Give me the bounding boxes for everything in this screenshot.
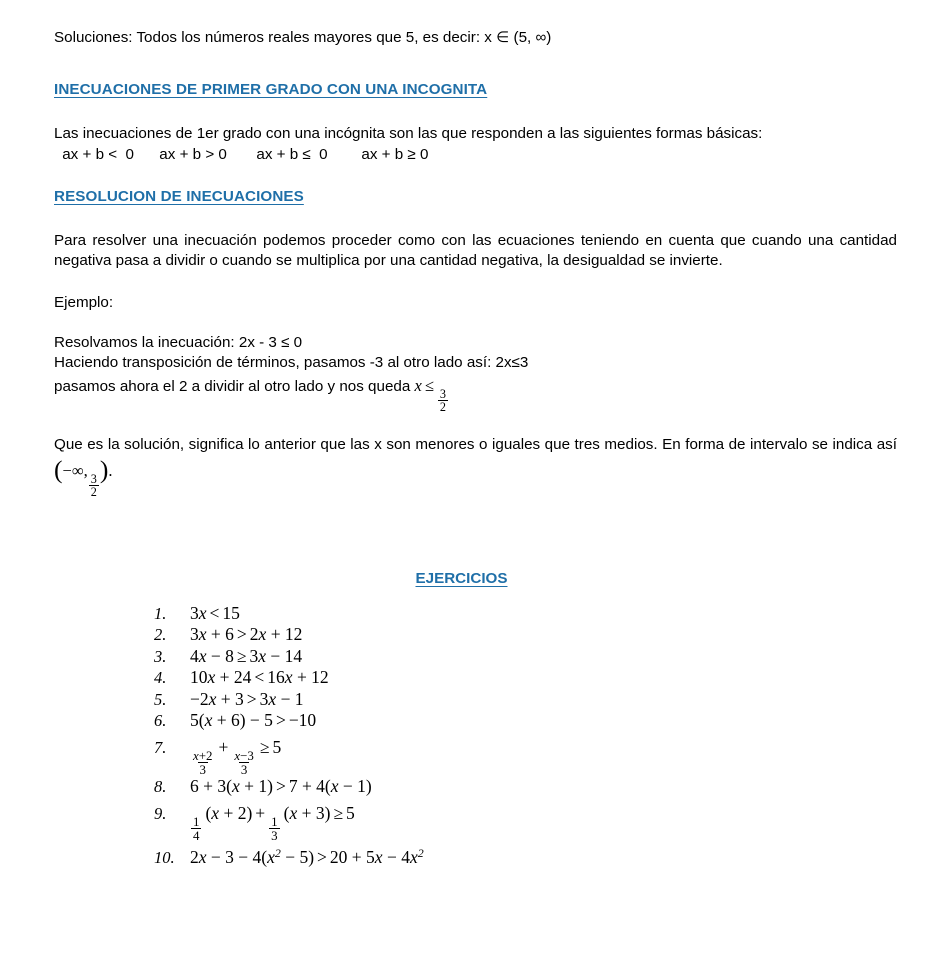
fraction-denominator: 2 bbox=[439, 400, 447, 415]
fraction-numerator: 3 bbox=[90, 471, 97, 486]
paragraph-resolucion: Para resolver una inecuación podemos proceder como con las ecuaciones teniendo en cuenta que cuando una cantidad negativa pasa a dividir o cuando se multiplica por una cantidad negativa, la desigualdad se invierte. bbox=[54, 232, 897, 269]
conclusion-interval bbox=[54, 455, 113, 500]
exercise-number: 9. bbox=[154, 803, 167, 823]
interval-close-paren: ) bbox=[99, 455, 109, 485]
spacer bbox=[54, 313, 897, 333]
fraction-denominator: 3 bbox=[199, 762, 206, 778]
term-constant: + 12 bbox=[296, 667, 329, 688]
relation-symbol: ≥ bbox=[259, 736, 270, 757]
term-constant: 20 + 5 bbox=[329, 846, 375, 867]
relation-symbol: > bbox=[246, 688, 257, 709]
fraction-numerator: 1 bbox=[271, 814, 278, 830]
list-item bbox=[154, 843, 897, 869]
term-coefficient: 3 bbox=[249, 645, 259, 666]
example-step-3-formula bbox=[414, 376, 450, 415]
fraction-numerator bbox=[191, 749, 215, 762]
exercise-expression bbox=[190, 798, 355, 843]
heading-inecuaciones-primer-grado: INECUACIONES DE PRIMER GRADO CON UNA INCOGNITA bbox=[54, 81, 488, 98]
exercise-expression bbox=[190, 776, 372, 798]
formula-relation: ≤ bbox=[424, 376, 434, 395]
exercise-number: 1. bbox=[154, 603, 167, 623]
term-constant: + 24 bbox=[219, 667, 252, 688]
exercise-expression bbox=[190, 667, 329, 689]
term-coefficient: 3 bbox=[259, 688, 269, 709]
term-variable: x bbox=[231, 776, 240, 797]
relation-symbol: > bbox=[275, 710, 286, 731]
term-constant: + 1) bbox=[244, 776, 273, 797]
intro-solution-line: Soluciones: Todos los números reales mayores que 5, es decir: x ∈ (5, ∞) bbox=[54, 29, 552, 46]
exercise-expression bbox=[190, 646, 302, 668]
paragraph-conclusion bbox=[54, 432, 897, 499]
heading-ejercicios: EJERCICIOS bbox=[415, 569, 508, 587]
heading-resolucion-de-inecuaciones: RESOLUCION DE INECUACIONES bbox=[54, 188, 304, 205]
term-group-open: 6 + 3( bbox=[190, 776, 232, 797]
term-constant: + 3 bbox=[220, 688, 244, 709]
relation-symbol: < bbox=[209, 602, 220, 623]
exercise-number: 8. bbox=[154, 777, 167, 797]
term-variable: x bbox=[211, 802, 220, 823]
term-constant: −3 bbox=[240, 747, 254, 763]
relation-symbol: < bbox=[254, 667, 265, 688]
spacer bbox=[54, 271, 897, 293]
list-item bbox=[154, 624, 897, 646]
term-variable: x bbox=[198, 624, 207, 645]
exercise-expression bbox=[190, 624, 302, 646]
term-constant: − 3 − 4( bbox=[210, 846, 268, 867]
fraction-numerator bbox=[232, 749, 256, 762]
term-coefficient: 2 bbox=[249, 624, 259, 645]
example-step-1: Resolvamos la inecuación: 2x - 3 ≤ 0 bbox=[54, 334, 303, 351]
exercise-expression bbox=[190, 710, 316, 732]
term-constant: 5 bbox=[346, 802, 355, 823]
fraction-first bbox=[191, 749, 215, 776]
example-step-3 bbox=[54, 373, 897, 414]
term-coefficient: 2 bbox=[190, 846, 199, 867]
basic-forms-line: ax + b < 0 ax + b > 0 ax + b ≤ 0 ax + b ≥ 0 bbox=[58, 146, 429, 163]
term-variable: x bbox=[289, 802, 298, 823]
plus-operator: + bbox=[218, 736, 229, 757]
interval-open-paren: ( bbox=[54, 455, 63, 485]
term-coefficient: 3 bbox=[190, 624, 199, 645]
exercise-number: 7. bbox=[154, 737, 167, 757]
relation-symbol: > bbox=[317, 846, 327, 867]
term-constant: − 5) bbox=[285, 846, 315, 867]
example-step-3-text: pasamos ahora el 2 a dividir al otro lado y nos queda bbox=[54, 378, 415, 395]
exercise-number: 3. bbox=[154, 646, 167, 666]
term-constant: − 1 bbox=[280, 688, 304, 709]
exercise-expression bbox=[190, 689, 304, 711]
term-group-open: 7 + 4( bbox=[288, 776, 331, 797]
fraction-second bbox=[269, 815, 279, 842]
exercise-expression bbox=[190, 603, 240, 625]
term-constant: +2 bbox=[198, 747, 213, 763]
spacer bbox=[54, 205, 897, 231]
interval-period: . bbox=[108, 460, 113, 480]
term-variable: x bbox=[198, 645, 207, 666]
term-variable: x bbox=[234, 747, 241, 763]
term-coefficient: 4 bbox=[190, 645, 199, 666]
example-label: Ejemplo: bbox=[54, 294, 114, 311]
spacer bbox=[54, 98, 897, 124]
list-item bbox=[154, 710, 897, 732]
exercise-number: 10. bbox=[154, 847, 175, 867]
spacer bbox=[54, 48, 897, 81]
spacer bbox=[54, 499, 897, 570]
fraction-denominator: 2 bbox=[90, 485, 97, 500]
term-constant: − 8 bbox=[210, 645, 234, 666]
list-item bbox=[154, 776, 897, 798]
term-variable: x bbox=[198, 602, 207, 623]
term-constant: −10 bbox=[288, 710, 317, 731]
spacer bbox=[54, 587, 897, 603]
list-item bbox=[154, 732, 897, 777]
term-coefficient: 10 bbox=[190, 667, 208, 688]
interval-fraction bbox=[89, 473, 99, 499]
exercise-number: 6. bbox=[154, 711, 167, 731]
term-constant: 5 bbox=[272, 736, 282, 757]
example-step-2: Haciendo transposición de términos, pasamos -3 al otro lado así: 2x≤3 bbox=[54, 354, 529, 371]
plus-operator: + bbox=[255, 802, 266, 823]
exponent: 2 bbox=[417, 845, 424, 860]
exercise-number: 4. bbox=[154, 668, 167, 688]
spacer bbox=[54, 166, 897, 188]
term-variable: x bbox=[193, 747, 199, 763]
fraction-denominator: 3 bbox=[271, 828, 278, 844]
list-item bbox=[154, 689, 897, 711]
list-item bbox=[154, 603, 897, 625]
term-variable: x bbox=[208, 688, 217, 709]
term-constant: 15 bbox=[222, 602, 240, 623]
exercise-list bbox=[54, 603, 897, 869]
term-variable: x bbox=[258, 624, 267, 645]
term-constant: + 2) bbox=[223, 802, 253, 823]
term-constant: + 12 bbox=[270, 624, 303, 645]
term-group-open: ( bbox=[205, 802, 212, 823]
exercise-number: 5. bbox=[154, 689, 167, 709]
term-variable: x bbox=[284, 667, 293, 688]
term-constant: + 6 bbox=[210, 624, 234, 645]
fraction-first bbox=[191, 815, 201, 842]
relation-symbol: > bbox=[236, 624, 247, 645]
term-variable: x bbox=[267, 846, 275, 867]
list-item bbox=[154, 798, 897, 843]
term-coefficient: −2 bbox=[190, 688, 209, 709]
term-variable: x bbox=[268, 688, 277, 709]
list-item bbox=[154, 646, 897, 668]
term-group-open: 5( bbox=[190, 710, 205, 731]
fraction-numerator: 3 bbox=[439, 386, 447, 401]
term-variable: x bbox=[207, 667, 216, 688]
term-variable: x bbox=[330, 776, 339, 797]
relation-symbol: > bbox=[275, 776, 286, 797]
relation-symbol: ≥ bbox=[236, 645, 247, 666]
spacer bbox=[54, 414, 897, 432]
fraction-denominator: 3 bbox=[240, 762, 248, 778]
fraction-second bbox=[232, 749, 256, 776]
term-coefficient: 3 bbox=[190, 602, 199, 623]
fraction-denominator: 4 bbox=[193, 828, 200, 844]
fraction-numerator: 1 bbox=[193, 814, 200, 830]
conclusion-text: Que es la solución, significa lo anterior que las x son menores o iguales que tres medios. En forma de intervalo se indica así bbox=[54, 435, 897, 453]
paragraph-formas-basicas: Las inecuaciones de 1er grado con una incógnita son las que responden a las siguientes formas básicas: bbox=[54, 125, 763, 142]
exercise-expression bbox=[190, 843, 424, 869]
term-group-open: ( bbox=[283, 802, 290, 823]
term-variable: x bbox=[258, 645, 267, 666]
term-constant: − 4 bbox=[386, 846, 410, 867]
relation-symbol: ≥ bbox=[333, 802, 344, 823]
term-variable: x bbox=[198, 846, 207, 867]
interval-comma: , bbox=[83, 460, 88, 480]
term-constant: − 14 bbox=[270, 645, 303, 666]
term-variable: x bbox=[409, 846, 418, 867]
formula-fraction bbox=[438, 388, 448, 414]
term-variable: x bbox=[204, 710, 213, 731]
term-constant: − 1) bbox=[342, 776, 372, 797]
exercise-number: 2. bbox=[154, 625, 167, 645]
term-variable: x bbox=[374, 846, 383, 867]
exercise-expression bbox=[190, 732, 281, 777]
exponent: 2 bbox=[274, 845, 281, 860]
term-constant: + 6) − 5 bbox=[216, 710, 273, 731]
formula-variable: x bbox=[414, 376, 422, 395]
list-item bbox=[154, 667, 897, 689]
term-coefficient: 16 bbox=[267, 667, 285, 688]
term-constant: + 3) bbox=[301, 802, 331, 823]
interval-left-bound: −∞ bbox=[62, 460, 84, 480]
